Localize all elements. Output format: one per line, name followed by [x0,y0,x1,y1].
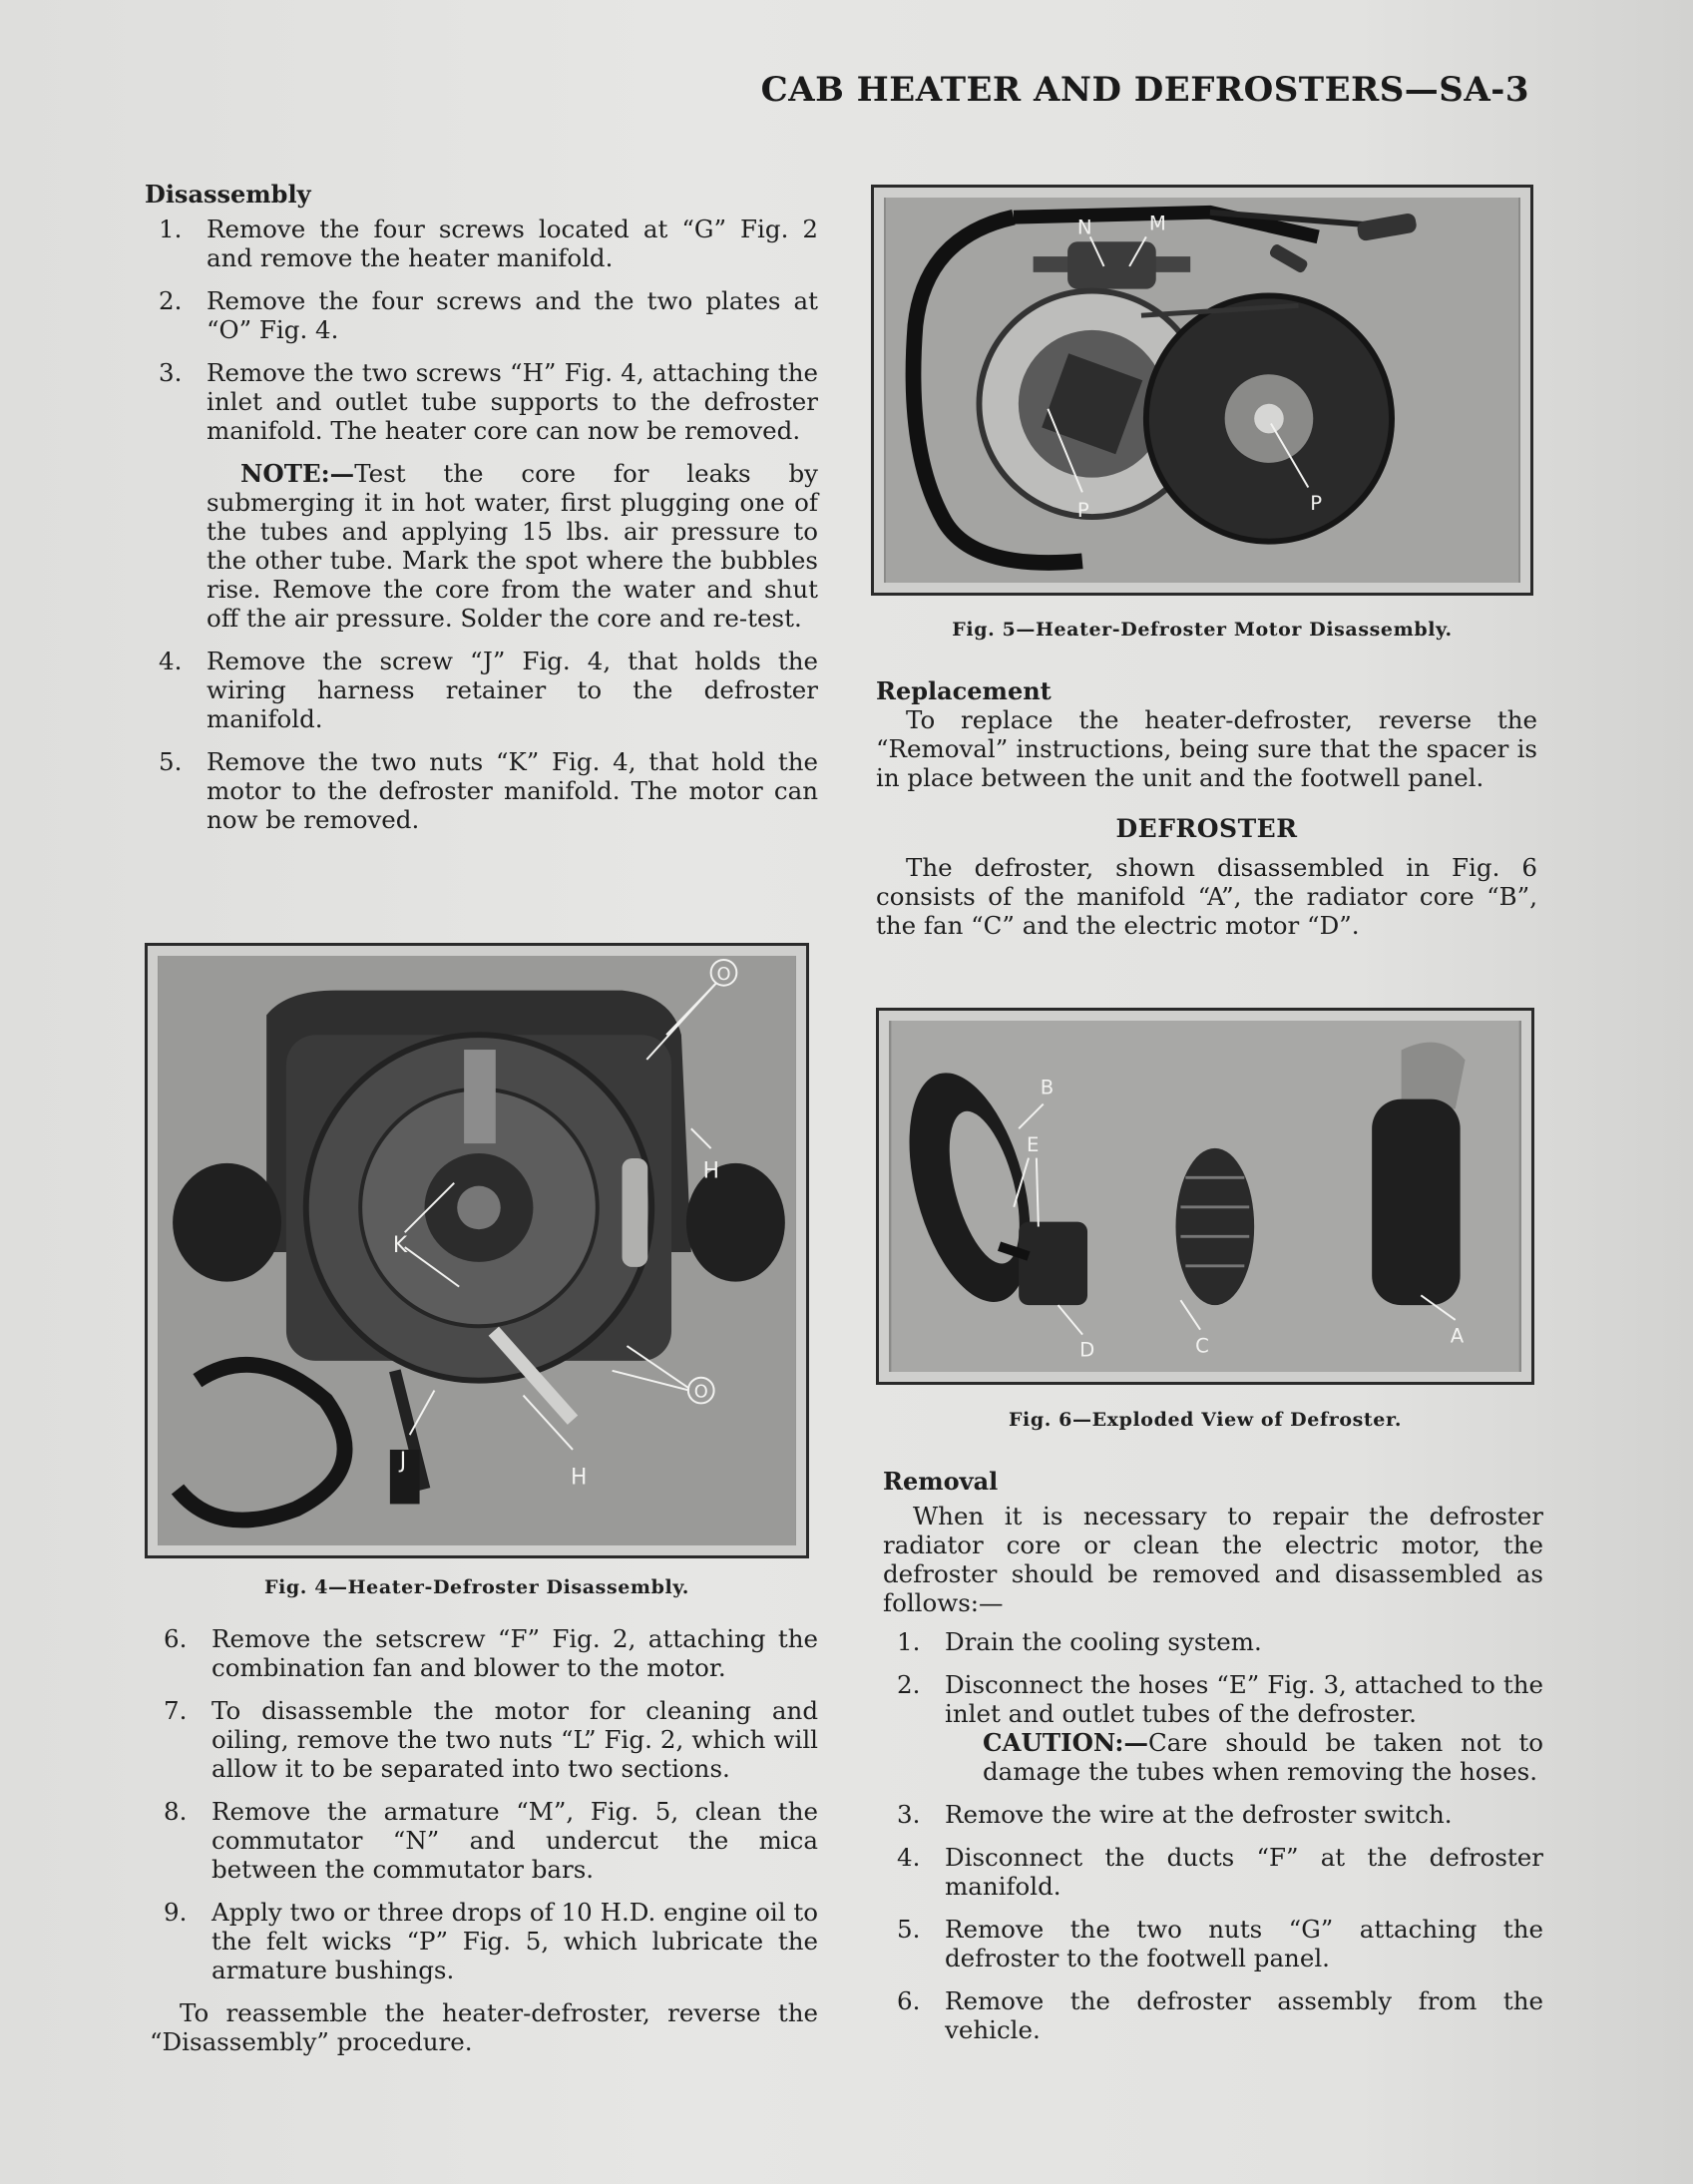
step-item: 2. Disconnect the hoses “E” Fig. 3, attached to the inlet and outlet tubes of the defroster. CAUTION:—Care should be taken not to damage the tubes when removing the hoses. [897,1670,1543,1786]
motor-disassembly-illustration [884,198,1520,583]
page-header: CAB HEATER AND DEFROSTERS—SA-3 [760,70,1529,110]
step-item: 6. Remove the defroster assembly from the vehicle. [897,1986,1543,2044]
fig4-label-o-bottom: O [693,1381,708,1403]
step-item: 2. Remove the four screws and the two plates at “O” Fig. 4. [159,286,818,344]
fig4-label-h-right: H [702,1158,720,1184]
fig6-label-c: C [1195,1334,1209,1358]
removal-heading: Removal [883,1467,999,1496]
fig4-label-o-top: O [716,963,731,985]
note-label: NOTE:— [240,459,355,488]
disassembly-steps-6-9 [150,1624,818,1984]
fig6-label-a: A [1450,1324,1465,1348]
replacement-heading: Replacement [876,676,1052,705]
disassembly-steps-4-5 [145,647,818,834]
figure-4-photo [145,943,809,1558]
step-item: 5. Remove the two nuts “G” attaching the defroster to the footwell panel. [897,1915,1543,1972]
fig5-label-p-right: P [1310,492,1323,516]
step-item: 1. Drain the cooling system. [897,1627,1262,1656]
fig6-label-b: B [1040,1076,1055,1099]
fig5-label-m: M [1148,212,1166,235]
step-item: 7. To disassemble the motor for cleaning and oiling, remove the two nuts “L” Fig. 2, which will allow it to be separated into two sections. [164,1696,818,1783]
disassembly-steps-1-3 [145,215,818,445]
step-item: 3. Remove the wire at the defroster switch. [897,1800,1453,1829]
leak-test-note [145,459,818,633]
replacement-paragraph: To replace the heater-defroster, reverse the “Removal” instructions, being sure that the spacer is in place between the unit and the footwell panel. [876,705,1537,792]
caution-note: CAUTION:—Care should be taken not to damage the tubes when removing the hoses. [983,1728,1543,1786]
defroster-exploded-illustration [889,1021,1521,1372]
figure-5-caption: Fig. 5—Heater-Defroster Motor Disassembly. [952,619,1453,641]
step-item: 5. Remove the two nuts “K” Fig. 4, that hold the motor to the defroster manifold. The motor can now be removed. [159,747,818,834]
removal-steps [883,1627,1543,2044]
step-item: 9. Apply two or three drops of 10 H.D. engine oil to the felt wicks “P” Fig. 5, which lubricate the armature bushings. [164,1898,818,1984]
figure-4-caption: Fig. 4—Heater-Defroster Disassembly. [263,1576,690,1598]
fig5-label-p-left: P [1076,499,1089,523]
heater-defroster-illustration [158,956,796,1545]
disassembly-heading: Disassembly [145,180,311,209]
step-item: 4. Disconnect the ducts “F” at the defroster manifold. [897,1843,1543,1901]
left-column-continued [150,1624,818,2066]
defroster-paragraph: The defroster, shown disassembled in Fig. 6 consists of the manifold “A”, the radiator core “B”, the fan “C” and the electric motor “D”. [876,853,1537,940]
defroster-heading: DEFROSTER [1115,814,1298,843]
fig6-label-d: D [1079,1338,1095,1362]
fig4-label-j: J [399,1448,407,1474]
step-item: 1. Remove the four screws located at “G” Fig. 2 and remove the heater manifold. [159,215,818,272]
fig4-label-h-bottom: H [571,1465,588,1491]
right-column-lower [883,1467,1543,2058]
fig4-label-k: K [392,1232,408,1258]
note-text: Test the core for leaks by submerging it in hot water, first plugging one of the tubes and applying 15 lbs. air pressure to the other tube. Mark the spot where the bubbles rise. Remove the core from the water and shut off the air pressure. Solder the core and re-test. [207,459,818,633]
figure-6-caption: Fig. 6—Exploded View of Defroster. [1008,1409,1403,1431]
step-item: 3. Remove the two screws “H” Fig. 4, attaching the inlet and outlet tube supports to the defroster manifold. The heater core can now be removed. [159,358,818,445]
reassemble-paragraph: To reassemble the heater-defroster, reverse the “Disassembly” procedure. [150,1998,818,2056]
fig5-label-n: N [1076,216,1092,239]
right-column-upper [876,676,1537,950]
left-column [145,180,818,848]
fig6-label-e: E [1027,1132,1040,1156]
figure-5-photo [871,185,1533,596]
step-item: 8. Remove the armature “M”, Fig. 5, clean the commutator “N” and undercut the mica between the commutator bars. [164,1797,818,1884]
step-item: 4. Remove the screw “J” Fig. 4, that holds the wiring harness retainer to the defroster manifold. [159,647,818,733]
step-item: 6. Remove the setscrew “F” Fig. 2, attaching the combination fan and blower to the motor. [164,1624,818,1682]
removal-paragraph: When it is necessary to repair the defroster radiator core or clean the electric motor, the defroster should be removed and disassembled as follows:— [883,1502,1543,1617]
figure-6-photo [876,1008,1534,1385]
